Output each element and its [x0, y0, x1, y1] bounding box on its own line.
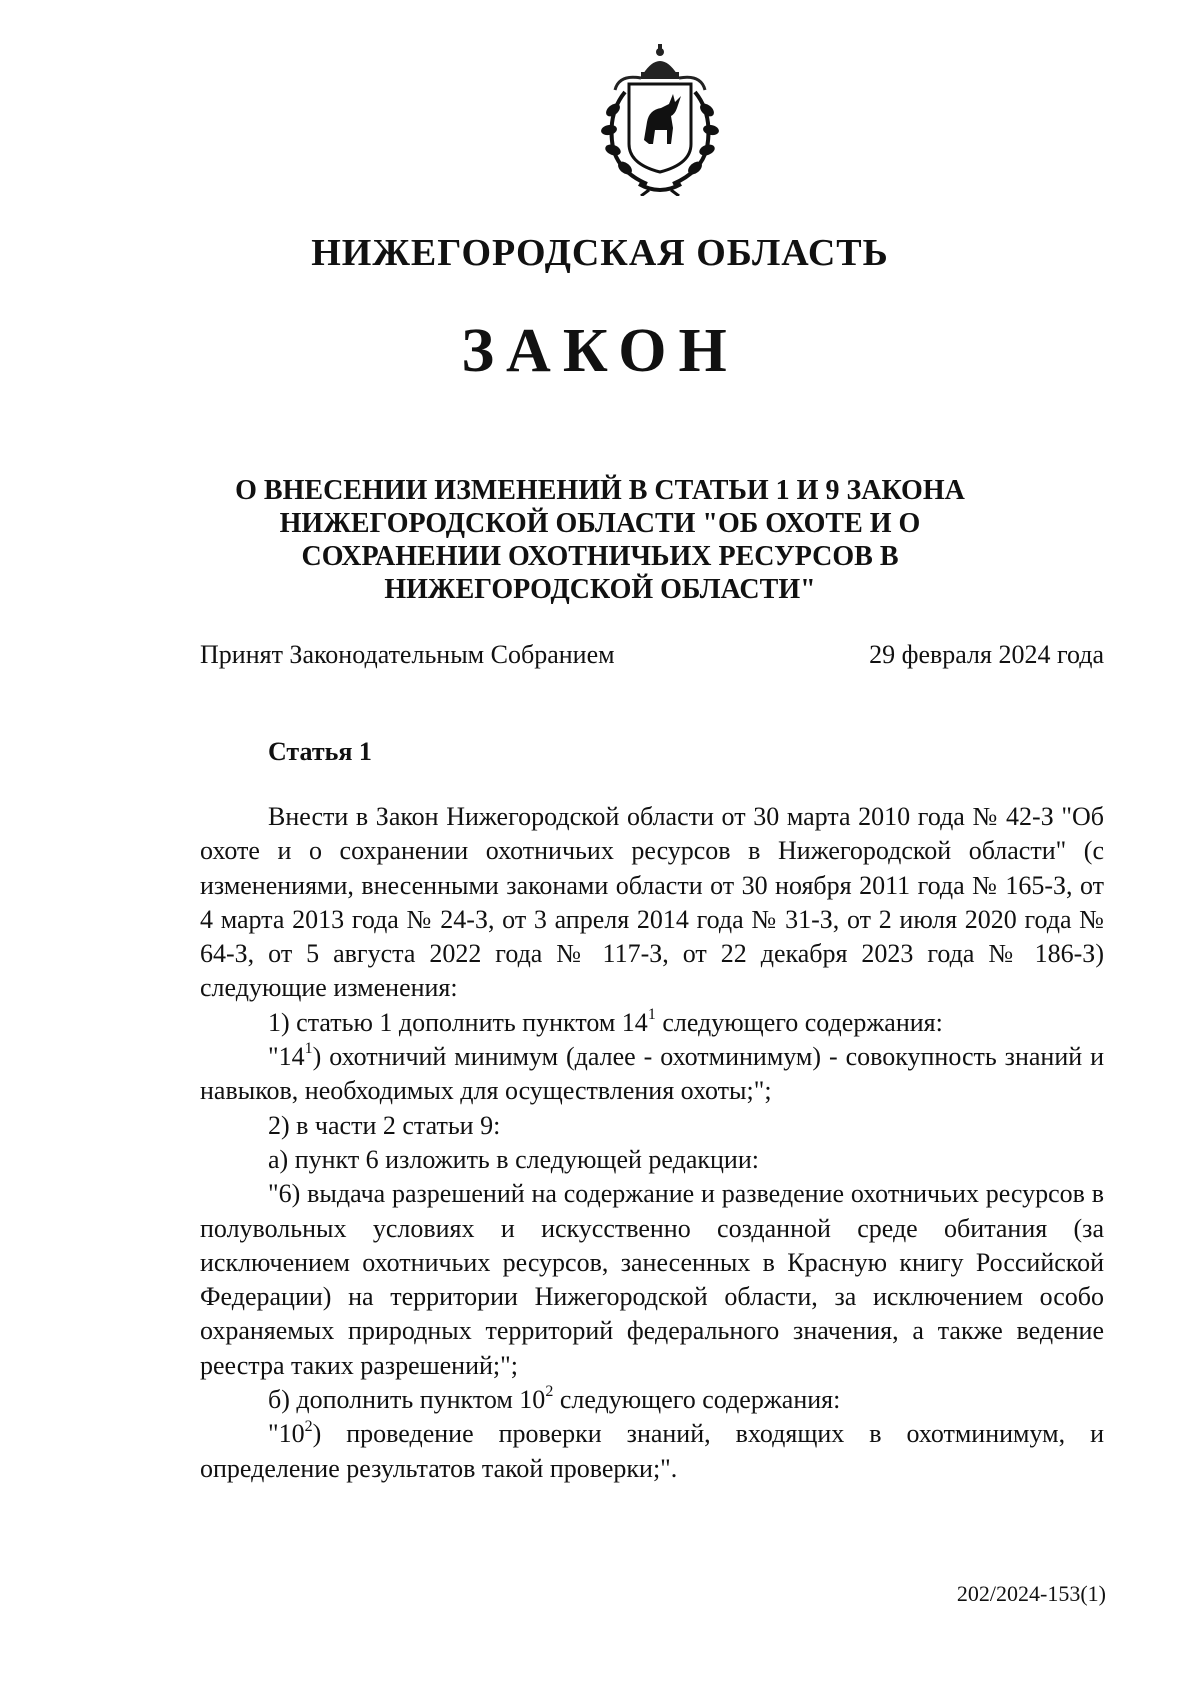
adopted-by: Принят Законодательным Собранием — [200, 640, 615, 669]
amendment-item-1-text: "$14^1$) охотничий минимум (далее - охотминимум) - совокупность знаний и навыков, необходимых для осуществления охоты;"; — [200, 1040, 1104, 1106]
document-number: 202/2024-153(1) — [956, 1581, 1106, 1606]
amendment-item-1: 1) статью 1 дополнить пунктом $14^1$ следующего содержания: — [268, 1006, 943, 1037]
adoption-date: 29 февраля 2024 года — [869, 640, 1104, 669]
amendment-item-2b: б) дополнить пунктом $10^2$ следующего содержания: — [268, 1383, 841, 1415]
coat-of-arms-emblem — [589, 44, 731, 196]
law-title: О ВНЕСЕНИИ ИЗМЕНЕНИЙ В СТАТЬИ 1 И 9 ЗАКОНА НИЖЕГОРОДСКОЙ ОБЛАСТИ "ОБ ОХОТЕ И О СОХРАНЕНИИ ОХОТНИЧЬИХ РЕСУРСОВ В НИЖЕГОРОДСКОЙ ОБЛАСТИ" — [235, 475, 965, 605]
document-type: ЗАКОН — [461, 317, 739, 385]
amendment-item-2: 2) в части 2 статьи 9: — [268, 1110, 501, 1140]
region-heading: НИЖЕГОРОДСКАЯ ОБЛАСТЬ — [311, 232, 889, 274]
amendment-item-2a: а) пункт 6 изложить в следующей редакции: — [268, 1144, 759, 1174]
amendment-item-2a-text: "6) выдача разрешений на содержание и разведение охотничьих ресурсов в полувольных условиях и искусственно созданной среде обитания (за исключением охотничьих ресурсов, занесенных в Красную книгу Российской Федерации) на территории Нижегородской области, за исключением особо охраняемых природных территорий федерального значения, а также ведение реестра таких разрешений;"; — [200, 1179, 1104, 1380]
adoption-line — [200, 640, 1104, 670]
amendment-item-2b-text: "$10^2$) проведение проверки знаний, входящих в охотминимум, и определение результатов такой проверки;". — [200, 1417, 1104, 1483]
article-body — [200, 800, 1104, 1486]
article-heading: Статья 1 — [268, 737, 372, 766]
article-intro-paragraph: Внести в Закон Нижегородской области от 30 марта 2010 года № 42-З "Об охоте и о сохранении охотничьих ресурсов в Нижегородской области" (с изменениями, внесенными законами области от 30 ноября 2011 года № 165-З, от 4 марта 2013 года № 24-З, от 3 апреля 2014 года № 31-З, от 2 июля 2020 года № 64-З, от 5 августа 2022 года № 117-З, от 22 декабря 2023 года № 186-З) следующие изменения: — [200, 802, 1104, 1003]
